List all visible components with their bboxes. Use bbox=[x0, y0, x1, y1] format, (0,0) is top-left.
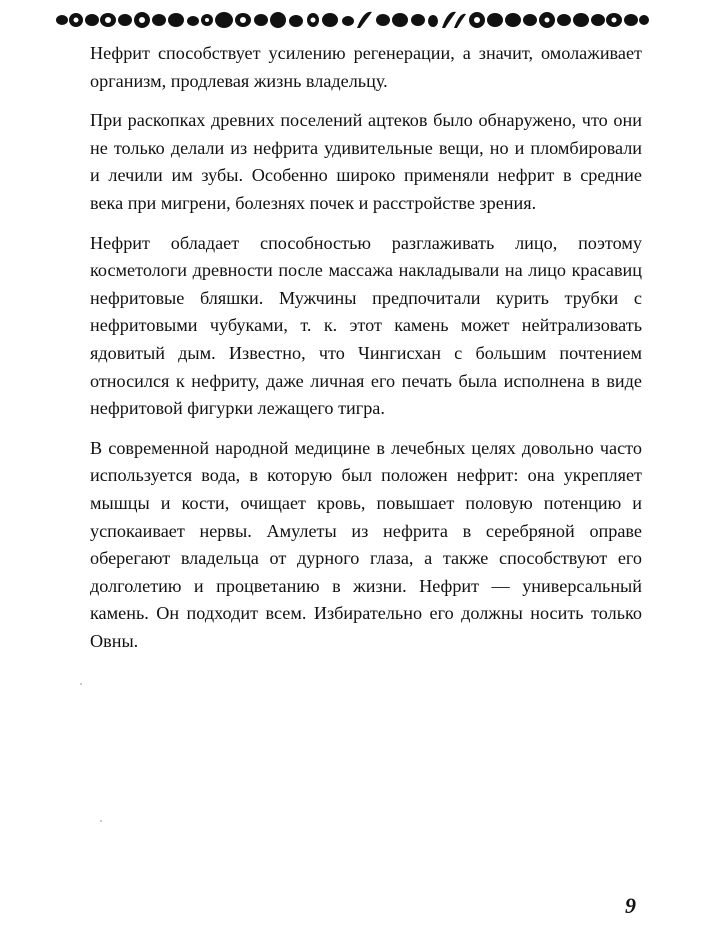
scan-speck bbox=[100, 820, 102, 822]
paragraph-4: В современной народной медицине в лечебных целях довольно часто используется вода, в которую был положен нефрит: она укрепляет мышцы и кости, очищает кровь, повышает половую потенцию и успокаивает нервы. Амулеты из нефрита в серебряной оправе оберегают владельца от дурного глаза, а также способствуют его долголетию и процветанию в жизни. Нефрит — универсальный камень. Он подходит всем. Избирательно его должны носить только Овны. bbox=[90, 437, 642, 651]
body-text bbox=[90, 40, 642, 667]
decorative-ornament-border bbox=[52, 6, 650, 34]
paragraph-1: Нефрит способствует усилению регенерации, а значит, омолаживает организм, продлевая жизнь владельцу. bbox=[90, 43, 642, 91]
paragraph-3: Нефрит обладает способностью разглаживать лицо, поэтому косметологи древности после массажа накладывали на лицо красавиц нефритовые бляшки. Мужчины предпочитали курить трубки с нефритовыми чубуками, т. к. этот камень может нейтрализовать ядовитый дым. Известно, что Чингисхан с большим почтением относился к нефриту, даже личная его печать была исполнена в виде нефритовой фигурки лежащего тигра. bbox=[90, 232, 642, 419]
paragraph-2: При раскопках древних поселений ацтеков было обнаружено, что они не только делали из нефрита удивительные вещи, но и пломбировали и лечили им зубы. Особенно широко применяли нефрит в средние века при мигрени, болезнях почек и расстройстве зрения. bbox=[90, 110, 642, 213]
scan-speck bbox=[80, 683, 82, 685]
page-number: 9 bbox=[625, 893, 636, 918]
